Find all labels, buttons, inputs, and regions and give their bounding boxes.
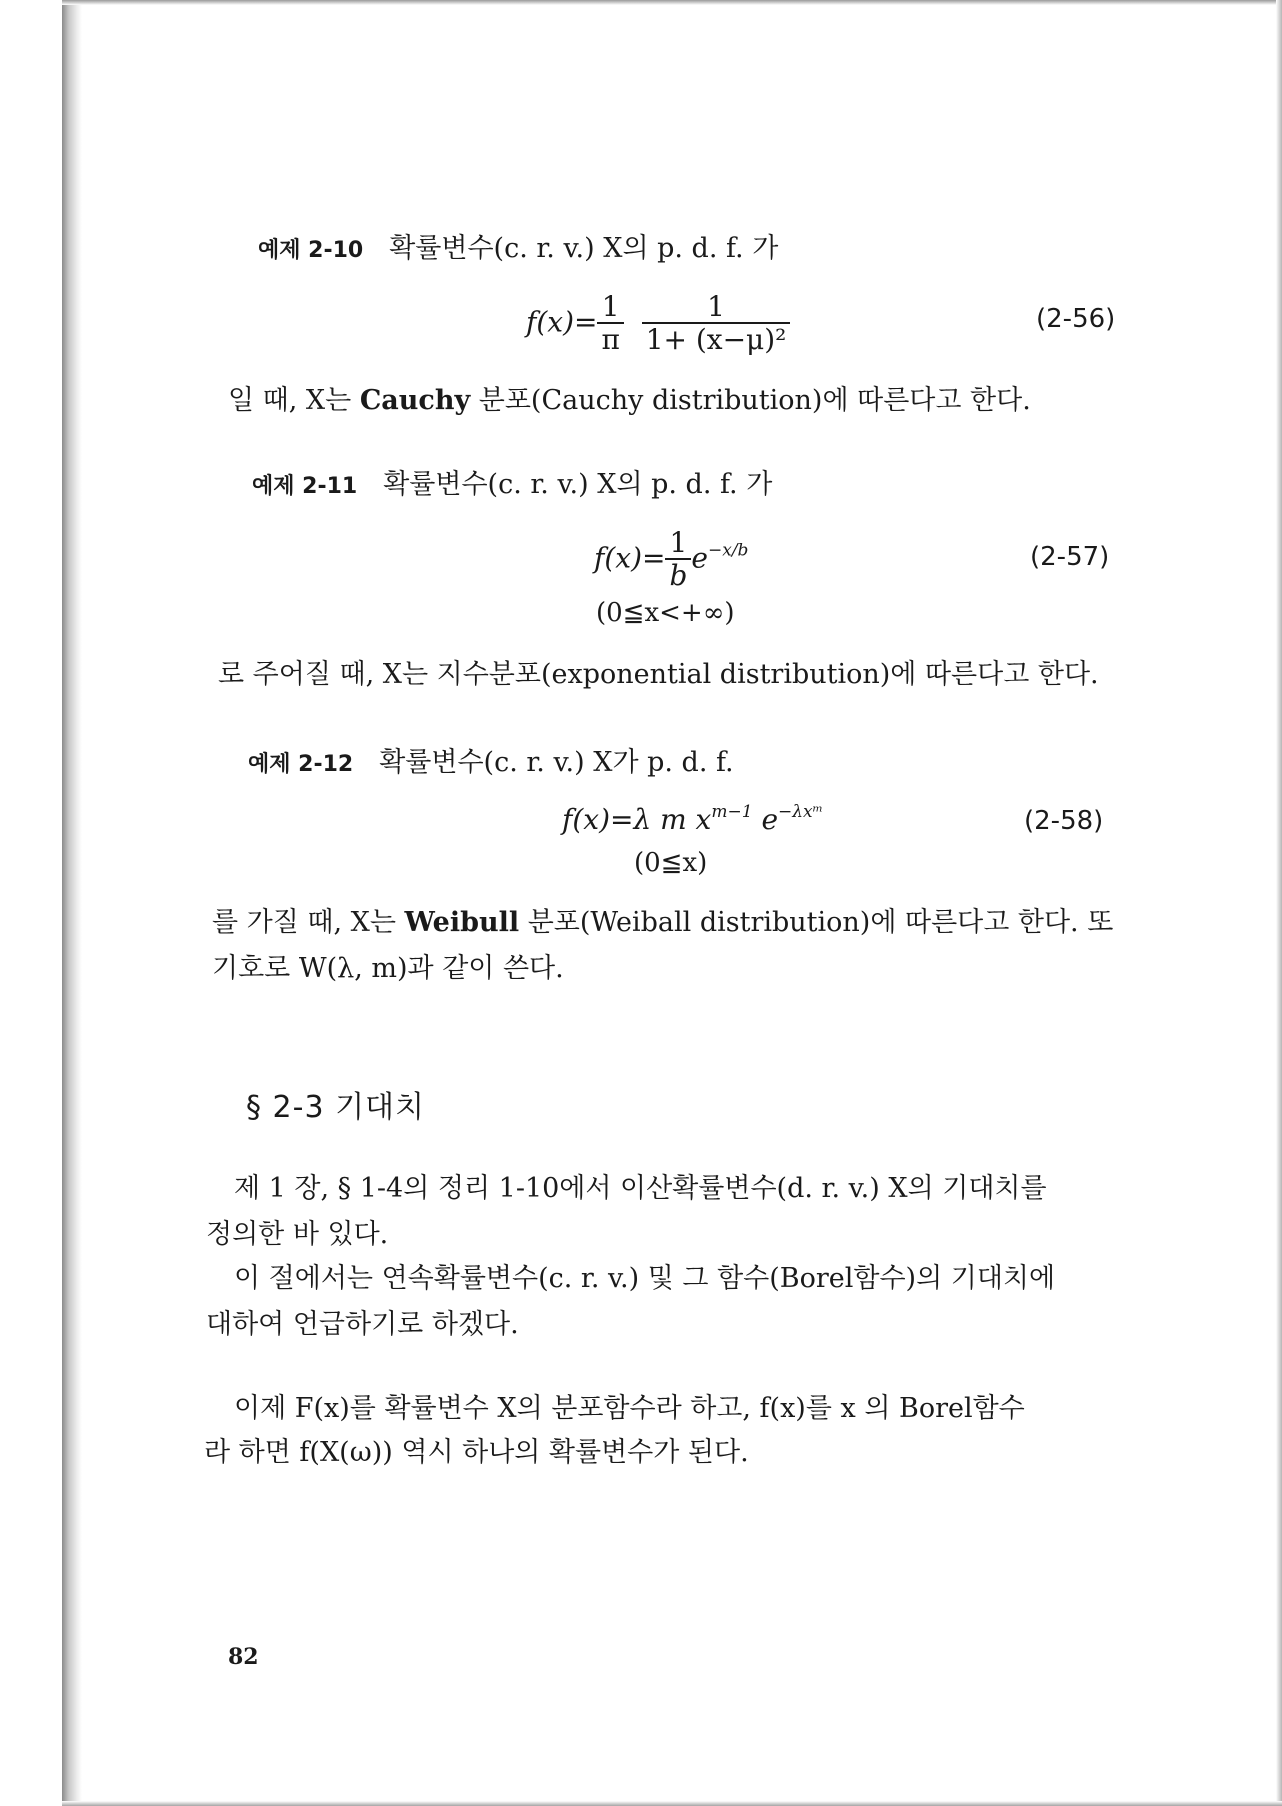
page-edge-bottom xyxy=(62,1801,1282,1806)
example-2-12-intro-line xyxy=(248,746,734,782)
paragraph-line: 정의한 바 있다. xyxy=(206,1219,389,1250)
example-2-11-conclusion: 로 주어질 때, X는 지수분포(exponential distribution)에 따른다고 한다. xyxy=(218,659,1099,690)
formula-2-57: f(x)= $\frac{1}{b}$ $e^{-x/b}$ xyxy=(594,526,749,592)
paragraph-line: 이 절에서는 연속확률변수(c. r. v.) 및 그 함수(Borel함수)의 기대치에 xyxy=(234,1263,1056,1294)
formula-condition: (0≦x) xyxy=(634,848,708,878)
formula-2-56: f(x)= $\frac{1}{\pi}$ $\frac{1}{\text{1+ (x−μ)²}}$ xyxy=(526,292,790,356)
example-2-12-conclusion-line2: 기호로 W(λ, m)과 같이 쓴다. xyxy=(212,953,564,984)
example-label: 예제 2-11 xyxy=(252,474,358,499)
page-edge-right xyxy=(1276,0,1282,1806)
equation-number: (2-57) xyxy=(1030,542,1110,572)
formula-condition: (0≦x<+∞) xyxy=(596,598,735,628)
example-intro: 확률변수(c. r. v.) X의 p. d. f. 가 xyxy=(389,233,779,264)
paragraph-line: 이제 F(x)를 확률변수 X의 분포함수라 하고, f(x)를 x 의 Borel함수 xyxy=(234,1393,1025,1424)
equation-number: (2-56) xyxy=(1036,304,1116,334)
page-edge-left xyxy=(62,0,82,1806)
fraction: $\frac{1}{\text{1+ (x−μ)²}}$ xyxy=(642,292,791,356)
example-intro: 확률변수(c. r. v.) X가 p. d. f. xyxy=(379,747,734,778)
paragraph-line: 제 1 장, § 1-4의 정리 1-10에서 이산확률변수(d. r. v.) X의 기대치를 xyxy=(234,1173,1047,1204)
example-2-12-conclusion-line1: 를 가질 때, X는 Weibull 분포(Weiball distribution)에 따른다고 한다. 또 xyxy=(212,907,1114,938)
example-intro: 확률변수(c. r. v.) X의 p. d. f. 가 xyxy=(383,469,773,500)
fraction: $\frac{1}{b}$ xyxy=(665,528,691,592)
page-number: 82 xyxy=(228,1644,259,1670)
page-edge-top xyxy=(62,0,1282,5)
paragraph-line: 라 하면 f(X(ω)) 역시 하나의 확률변수가 된다. xyxy=(204,1437,749,1468)
example-2-10-intro-line xyxy=(258,232,778,268)
formula-2-58: f(x)=λ m $x^{m-1}$ $e^{-\lambda xᵐ}$ xyxy=(562,802,824,836)
example-2-11-intro-line xyxy=(252,468,772,504)
example-label: 예제 2-12 xyxy=(248,752,354,777)
fraction: $\frac{1}{\pi}$ xyxy=(597,292,623,356)
paragraph-line: 대하여 언급하기로 하겠다. xyxy=(206,1309,519,1340)
section-heading: § 2-3 기대치 xyxy=(246,1090,426,1125)
example-label: 예제 2-10 xyxy=(258,238,364,263)
equation-number: (2-58) xyxy=(1024,806,1104,836)
example-2-10-conclusion: 일 때, X는 Cauchy 분포(Cauchy distribution)에 따른다고 한다. xyxy=(228,385,1031,416)
